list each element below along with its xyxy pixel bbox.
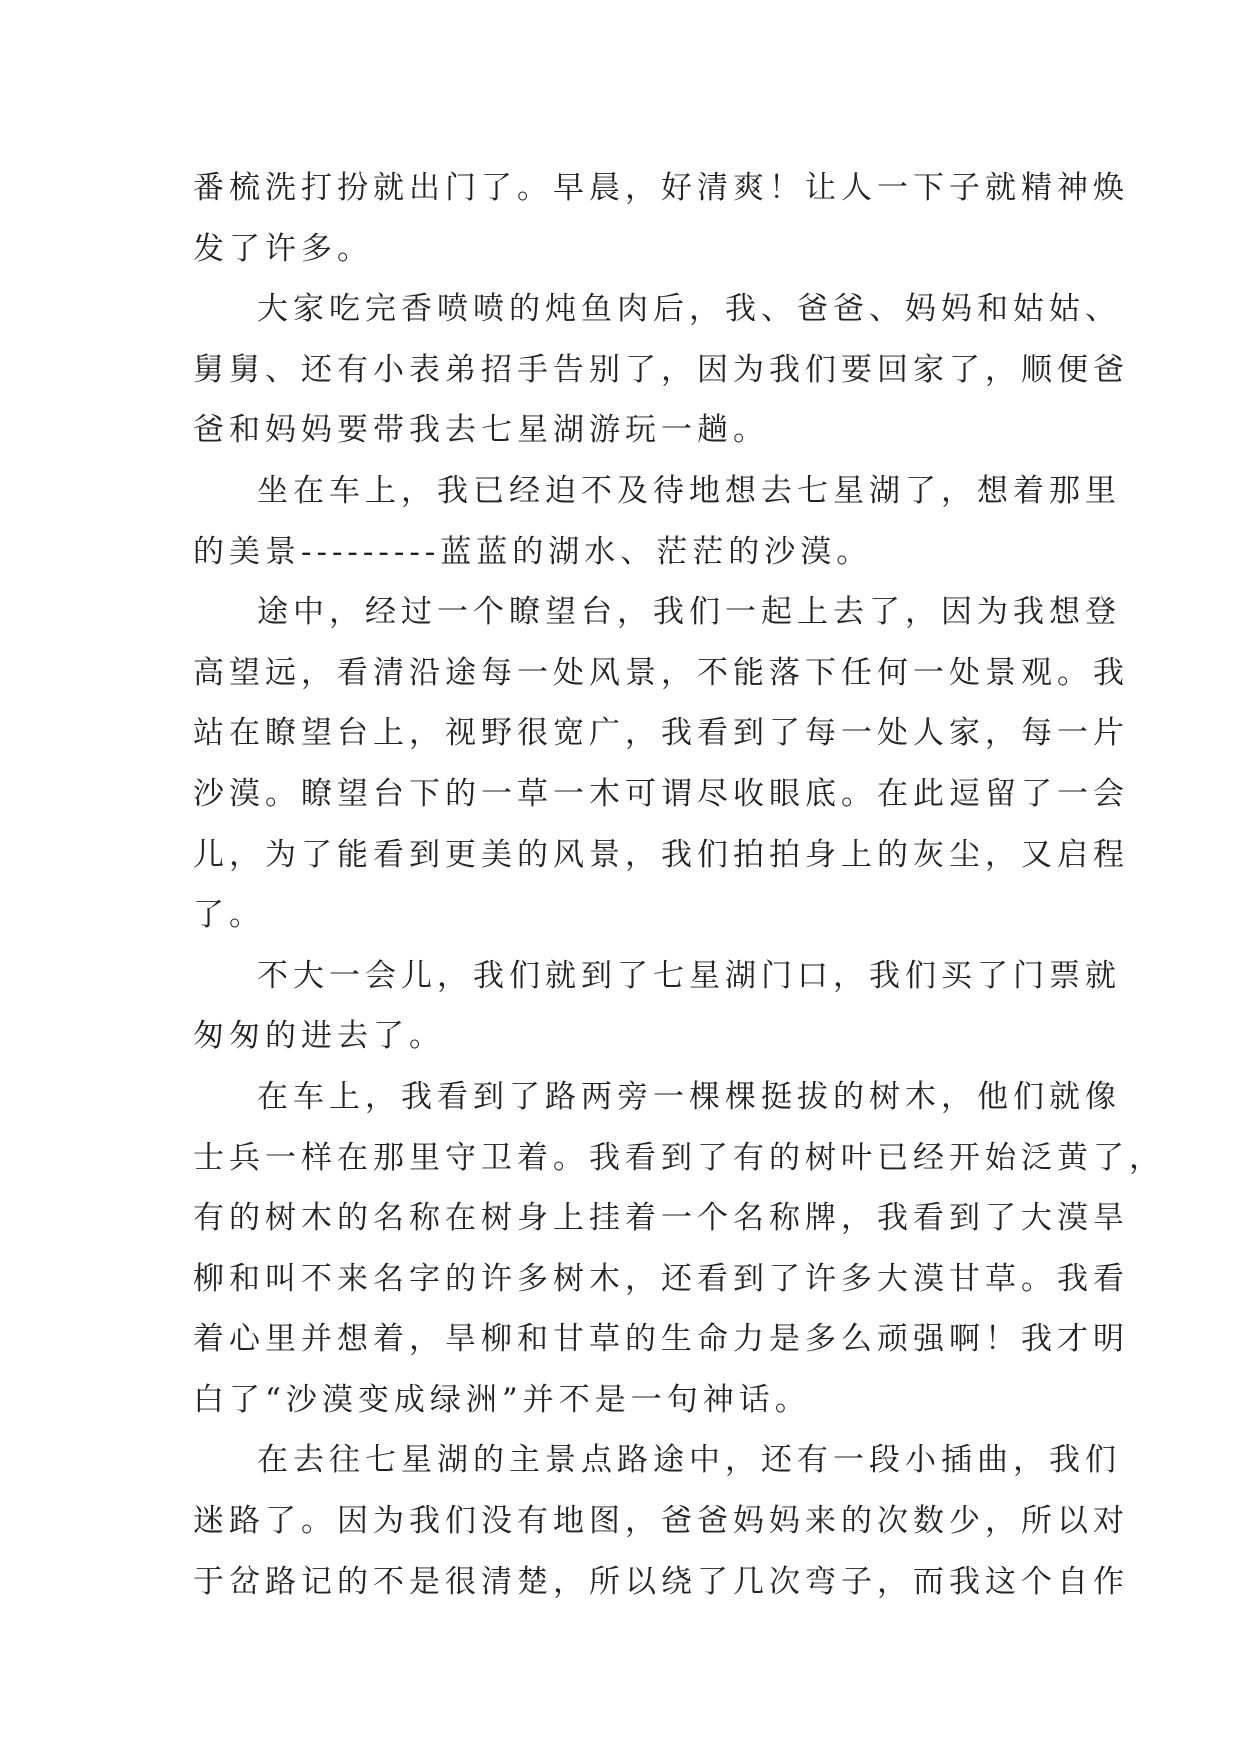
text-line: 沙漠。瞭望台下的一草一木可谓尽收眼底。在此逗留了一会 [193, 775, 1129, 812]
text-line: 士兵一样在那里守卫着。我看到了有的树叶已经开始泛黄了， [193, 1139, 1165, 1176]
text-line: 番梳洗打扮就出门了。早晨，好清爽！让人一下子就精神焕 [193, 170, 1129, 206]
paragraph-start-line: 在车上，我看到了路两旁一棵棵挺拔的树木，他们就像 [257, 1078, 1121, 1115]
text-line: 舅舅、还有小表弟招手告别了，因为我们要回家了，顺便爸 [193, 351, 1129, 388]
paragraph-start-line: 大家吃完香喷喷的炖鱼肉后，我、爸爸、妈妈和姑姑、 [257, 291, 1121, 328]
paragraph-start-line: 途中，经过一个瞭望台，我们一起上去了，因为我想登 [257, 594, 1121, 631]
text-line: 于岔路记的不是很清楚，所以绕了几次弯子，而我这个自作 [193, 1563, 1129, 1600]
essay-text [193, 158, 1165, 1612]
text-line: 高望远，看清沿途每一处风景，不能落下任何一处景观。我 [193, 654, 1129, 691]
text-line: 爸和妈妈要带我去七星湖游玩一趟。 [193, 412, 769, 449]
text-line: 了。 [193, 897, 265, 934]
paragraph-start-line: 不大一会儿，我们就到了七星湖门口，我们买了门票就 [257, 957, 1121, 994]
text-line: 儿，为了能看到更美的风景，我们拍拍身上的灰尘，又启程 [193, 836, 1129, 873]
text-line: 匆匆的进去了。 [193, 1018, 445, 1055]
text-line: 有的树木的名称在树身上挂着一个名称牌，我看到了大漠旱 [193, 1200, 1129, 1237]
text-line: 迷路了。因为我们没有地图，爸爸妈妈来的次数少，所以对 [193, 1503, 1129, 1540]
text-line: 柳和叫不来名字的许多树木，还看到了许多大漠甘草。我看 [193, 1260, 1129, 1297]
paragraph-start-line: 坐在车上，我已经迫不及待地想去七星湖了，想着那里 [257, 472, 1121, 509]
text-line: 发了许多。 [193, 230, 373, 267]
text-line: 站在瞭望台上，视野很宽广，我看到了每一处人家，每一片 [193, 715, 1129, 752]
text-line: 着心里并想着，旱柳和甘草的生命力是多么顽强啊！我才明 [193, 1321, 1129, 1358]
paragraph-start-line: 在去往七星湖的主景点路途中，还有一段小插曲，我们 [257, 1442, 1121, 1479]
text-line: 白了“沙漠变成绿洲”并不是一句神话。 [193, 1381, 811, 1418]
text-line: 的美景---------蓝蓝的湖水、茫茫的沙漠。 [193, 533, 873, 570]
